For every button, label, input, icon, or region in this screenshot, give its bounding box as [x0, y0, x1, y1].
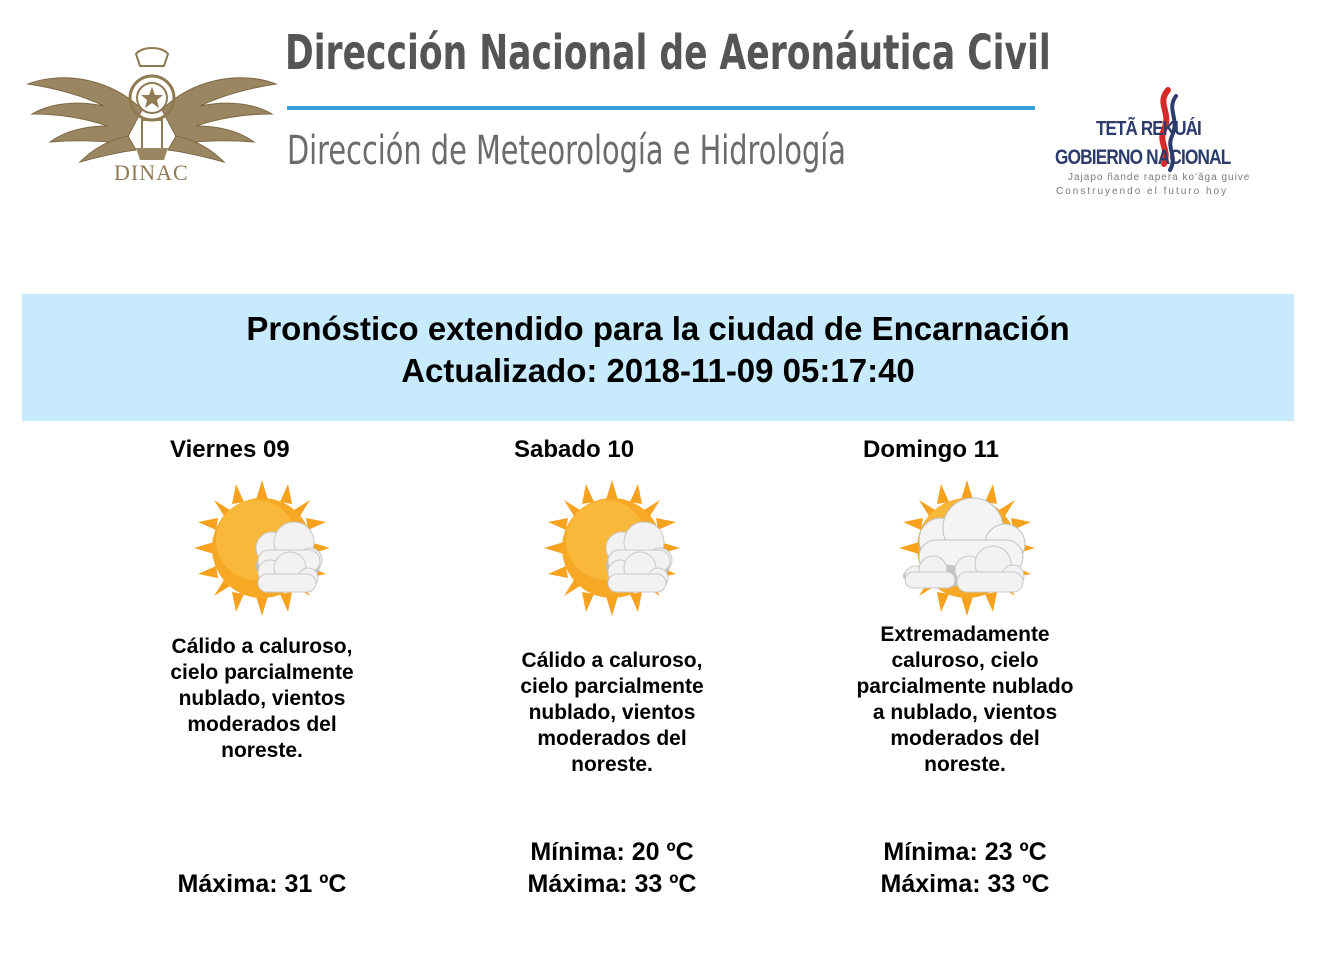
org-subtitle: Dirección de Meteorología e Hidrología — [287, 128, 846, 174]
day-name: Sabado 10 — [514, 436, 635, 463]
forecast-title: Pronóstico extendido para la ciudad de Encarnación — [246, 310, 1070, 347]
max-temp: Máxima: 33 ºC — [527, 870, 697, 898]
partly-cloudy-icon — [542, 478, 682, 618]
forecast-day-2 — [492, 432, 732, 932]
dinac-label: DINAC — [114, 160, 189, 185]
title-divider — [287, 106, 1035, 110]
gov-slogan-spanish: Construyendo el futuro hoy — [1056, 186, 1229, 197]
updated-timestamp: Actualizado: 2018-11-09 05:17:40 — [401, 352, 915, 389]
page-header — [0, 0, 1321, 230]
org-name: Dirección Nacional de Aeronáutica Civil — [285, 25, 1051, 81]
day-name: Domingo 11 — [863, 436, 1000, 463]
mostly-cloudy-icon — [897, 478, 1037, 618]
partly-cloudy-icon — [192, 478, 332, 618]
forecast-description: Extremadamente caluroso, cielo parcialmente nublado a nublado, vientos moderados del noreste. — [856, 623, 1074, 776]
max-temp: Máxima: 31 ºC — [177, 870, 347, 898]
gov-logo-line1: TETÃ REKUÁI — [1096, 118, 1201, 140]
min-temp: Mínima: 20 ºC — [530, 838, 694, 866]
day-name: Viernes 09 — [170, 436, 290, 463]
gov-slogan-guarani: Jajapo ñande rapera ko'ãga guive — [1068, 172, 1251, 183]
forecast-description: Cálido a caluroso, cielo parcialmente nublado, vientos moderados del noreste. — [170, 635, 354, 762]
min-temp: Mínima: 23 ºC — [883, 838, 1047, 866]
max-temp: Máxima: 33 ºC — [880, 870, 1050, 898]
forecast-banner — [22, 294, 1294, 421]
forecast-day-1 — [142, 432, 382, 932]
forecast-day-3 — [845, 432, 1085, 932]
forecast-description: Cálido a caluroso, cielo parcialmente nublado, vientos moderados del noreste. — [520, 649, 704, 776]
gov-logo-line2: GOBIERNO NACIONAL — [1055, 146, 1231, 169]
